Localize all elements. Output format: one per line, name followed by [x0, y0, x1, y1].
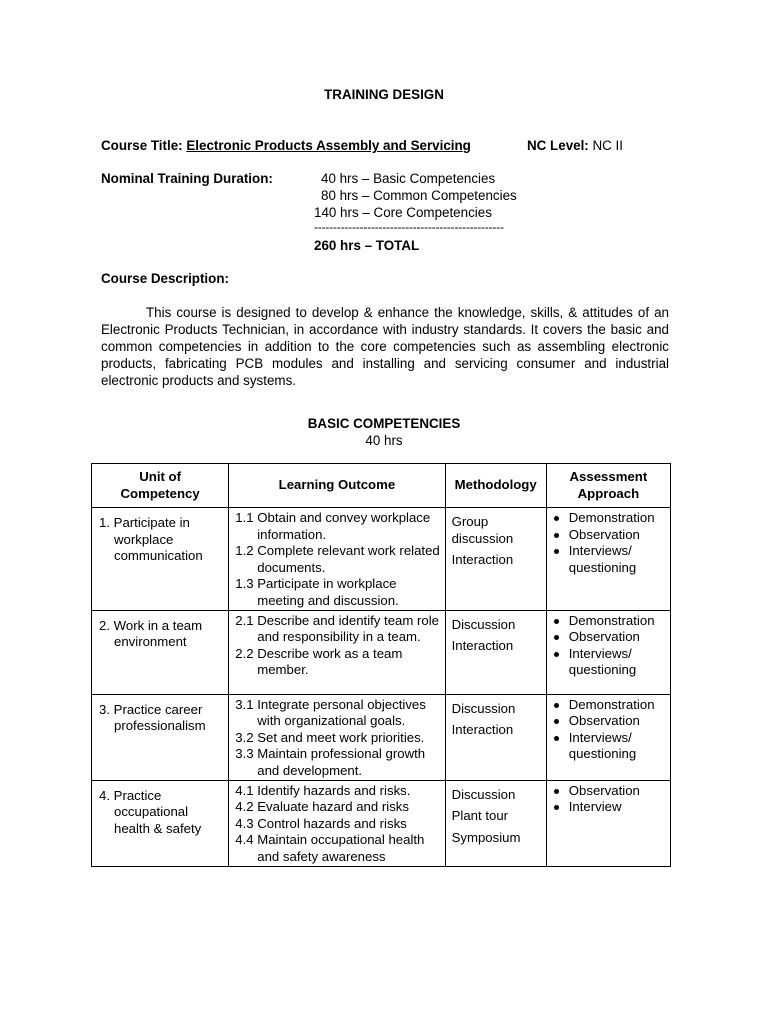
- unit-cell: [92, 780, 229, 866]
- duration-total: 260 hrs – TOTAL: [314, 238, 420, 253]
- unit-cell: [92, 694, 229, 780]
- course-description-text: This course is designed to develop & enhance the knowledge, skills, & attitudes of an Electronic Products Technician, in accordance with industry standards. It covers the basic and common competencies in addition to the core competencies such as assembling electronic products, fabricating PCB modules and installing and servicing consumer and industrial electronic products and systems.: [101, 305, 669, 389]
- course-title-line: [101, 138, 471, 153]
- description-label: Course Description:: [101, 271, 229, 286]
- section-title: BASIC COMPETENCIES: [307, 416, 461, 431]
- duration-common: 80 hrs – Common Competencies: [321, 188, 517, 203]
- outcome-item: 2.1 Describe and identify team role and responsibility in a team.: [235, 612, 440, 645]
- table-row: [92, 610, 671, 694]
- nc-level-value: NC II: [592, 138, 624, 153]
- course-title-label: Course Title:: [101, 138, 183, 153]
- method-cell: [445, 610, 546, 694]
- unit-text: 4. Practice occupational health & safety: [99, 787, 202, 836]
- unit-text: 1. Participate in workplace communication: [99, 515, 203, 564]
- outcome-item: 4.3 Control hazards and risks: [235, 815, 407, 831]
- header-methodology: Methodology: [445, 464, 546, 508]
- competency-table: [91, 463, 671, 867]
- outcome-item: 4.4 Maintain occupational health and safety awareness: [235, 832, 425, 864]
- assessment-item: Demonstration: [551, 510, 668, 527]
- duration-divider: --------------------------------------------------: [314, 220, 504, 234]
- unit-text: 2. Work in a team environment: [99, 617, 203, 650]
- outcome-item: 2.2 Describe work as a team member.: [235, 645, 403, 678]
- duration-core: 140 hrs – Core Competencies: [314, 205, 492, 220]
- section-duration: 40 hrs: [365, 433, 403, 448]
- assessment-item: Observation: [551, 629, 668, 646]
- method-cell: [445, 508, 546, 611]
- method-item: Discussion: [451, 786, 516, 802]
- assessment-item: Observation: [551, 783, 668, 800]
- assessment-item: Demonstration: [551, 613, 668, 630]
- assessment-item: Observation: [551, 713, 668, 730]
- assessment-item: Interviews/ questioning: [551, 543, 668, 576]
- assessment-cell: [546, 694, 670, 780]
- table-row: [92, 694, 671, 780]
- method-cell: [445, 780, 546, 866]
- course-description: [101, 304, 669, 389]
- table-row: [92, 508, 671, 611]
- method-item: Group discussion: [451, 514, 514, 546]
- outcome-item: 1.3 Participate in workplace meeting and discussion.: [235, 576, 399, 608]
- outcome-cell: [229, 694, 445, 780]
- assessment-item: Interviews/ questioning: [551, 730, 668, 763]
- assessment-item: Interview: [551, 799, 668, 816]
- outcome-item: 3.1 Integrate personal objectives with organizational goals.: [235, 696, 426, 729]
- method-item: Interaction: [451, 638, 514, 654]
- outcome-item: 3.3 Maintain professional growth and development.: [235, 746, 426, 778]
- outcome-item: 1.1 Obtain and convey workplace information.: [235, 510, 431, 542]
- table-header-row: [92, 464, 671, 508]
- header-outcome: Learning Outcome: [229, 464, 445, 508]
- course-title-value: Electronic Products Assembly and Servicing: [186, 138, 471, 153]
- method-item: Discussion: [451, 700, 516, 716]
- assessment-item: Observation: [551, 527, 668, 544]
- duration-label: Nominal Training Duration:: [101, 171, 273, 186]
- assessment-cell: [546, 508, 670, 611]
- nc-level-line: [527, 138, 623, 153]
- outcome-item: 4.1 Identify hazards and risks.: [235, 782, 411, 798]
- assessment-item: Demonstration: [551, 697, 668, 714]
- method-item: Symposium: [451, 829, 521, 845]
- outcome-cell: [229, 508, 445, 611]
- outcome-cell: [229, 780, 445, 866]
- header-unit: Unit of Competency: [92, 464, 229, 508]
- outcome-item: 3.2 Set and meet work priorities.: [235, 729, 425, 745]
- document-title: TRAINING DESIGN: [324, 87, 444, 102]
- method-cell: [445, 694, 546, 780]
- assessment-cell: [546, 610, 670, 694]
- outcome-item: 1.2 Complete relevant work related documents.: [235, 543, 440, 575]
- method-item: Plant tour: [451, 808, 509, 824]
- table-row: [92, 780, 671, 866]
- outcome-item: 4.2 Evaluate hazard and risks: [235, 799, 409, 815]
- header-assessment: Assessment Approach: [546, 464, 670, 508]
- method-item: Interaction: [451, 552, 514, 568]
- outcome-cell: [229, 610, 445, 694]
- nc-level-label: NC Level:: [527, 138, 589, 153]
- unit-cell: [92, 508, 229, 611]
- unit-text: 3. Practice career professionalism: [99, 701, 206, 734]
- assessment-item: Interviews/ questioning: [551, 646, 668, 679]
- unit-cell: [92, 610, 229, 694]
- duration-basic: 40 hrs – Basic Competencies: [321, 171, 496, 186]
- method-item: Interaction: [451, 722, 514, 738]
- method-item: Discussion: [451, 616, 516, 632]
- assessment-cell: [546, 780, 670, 866]
